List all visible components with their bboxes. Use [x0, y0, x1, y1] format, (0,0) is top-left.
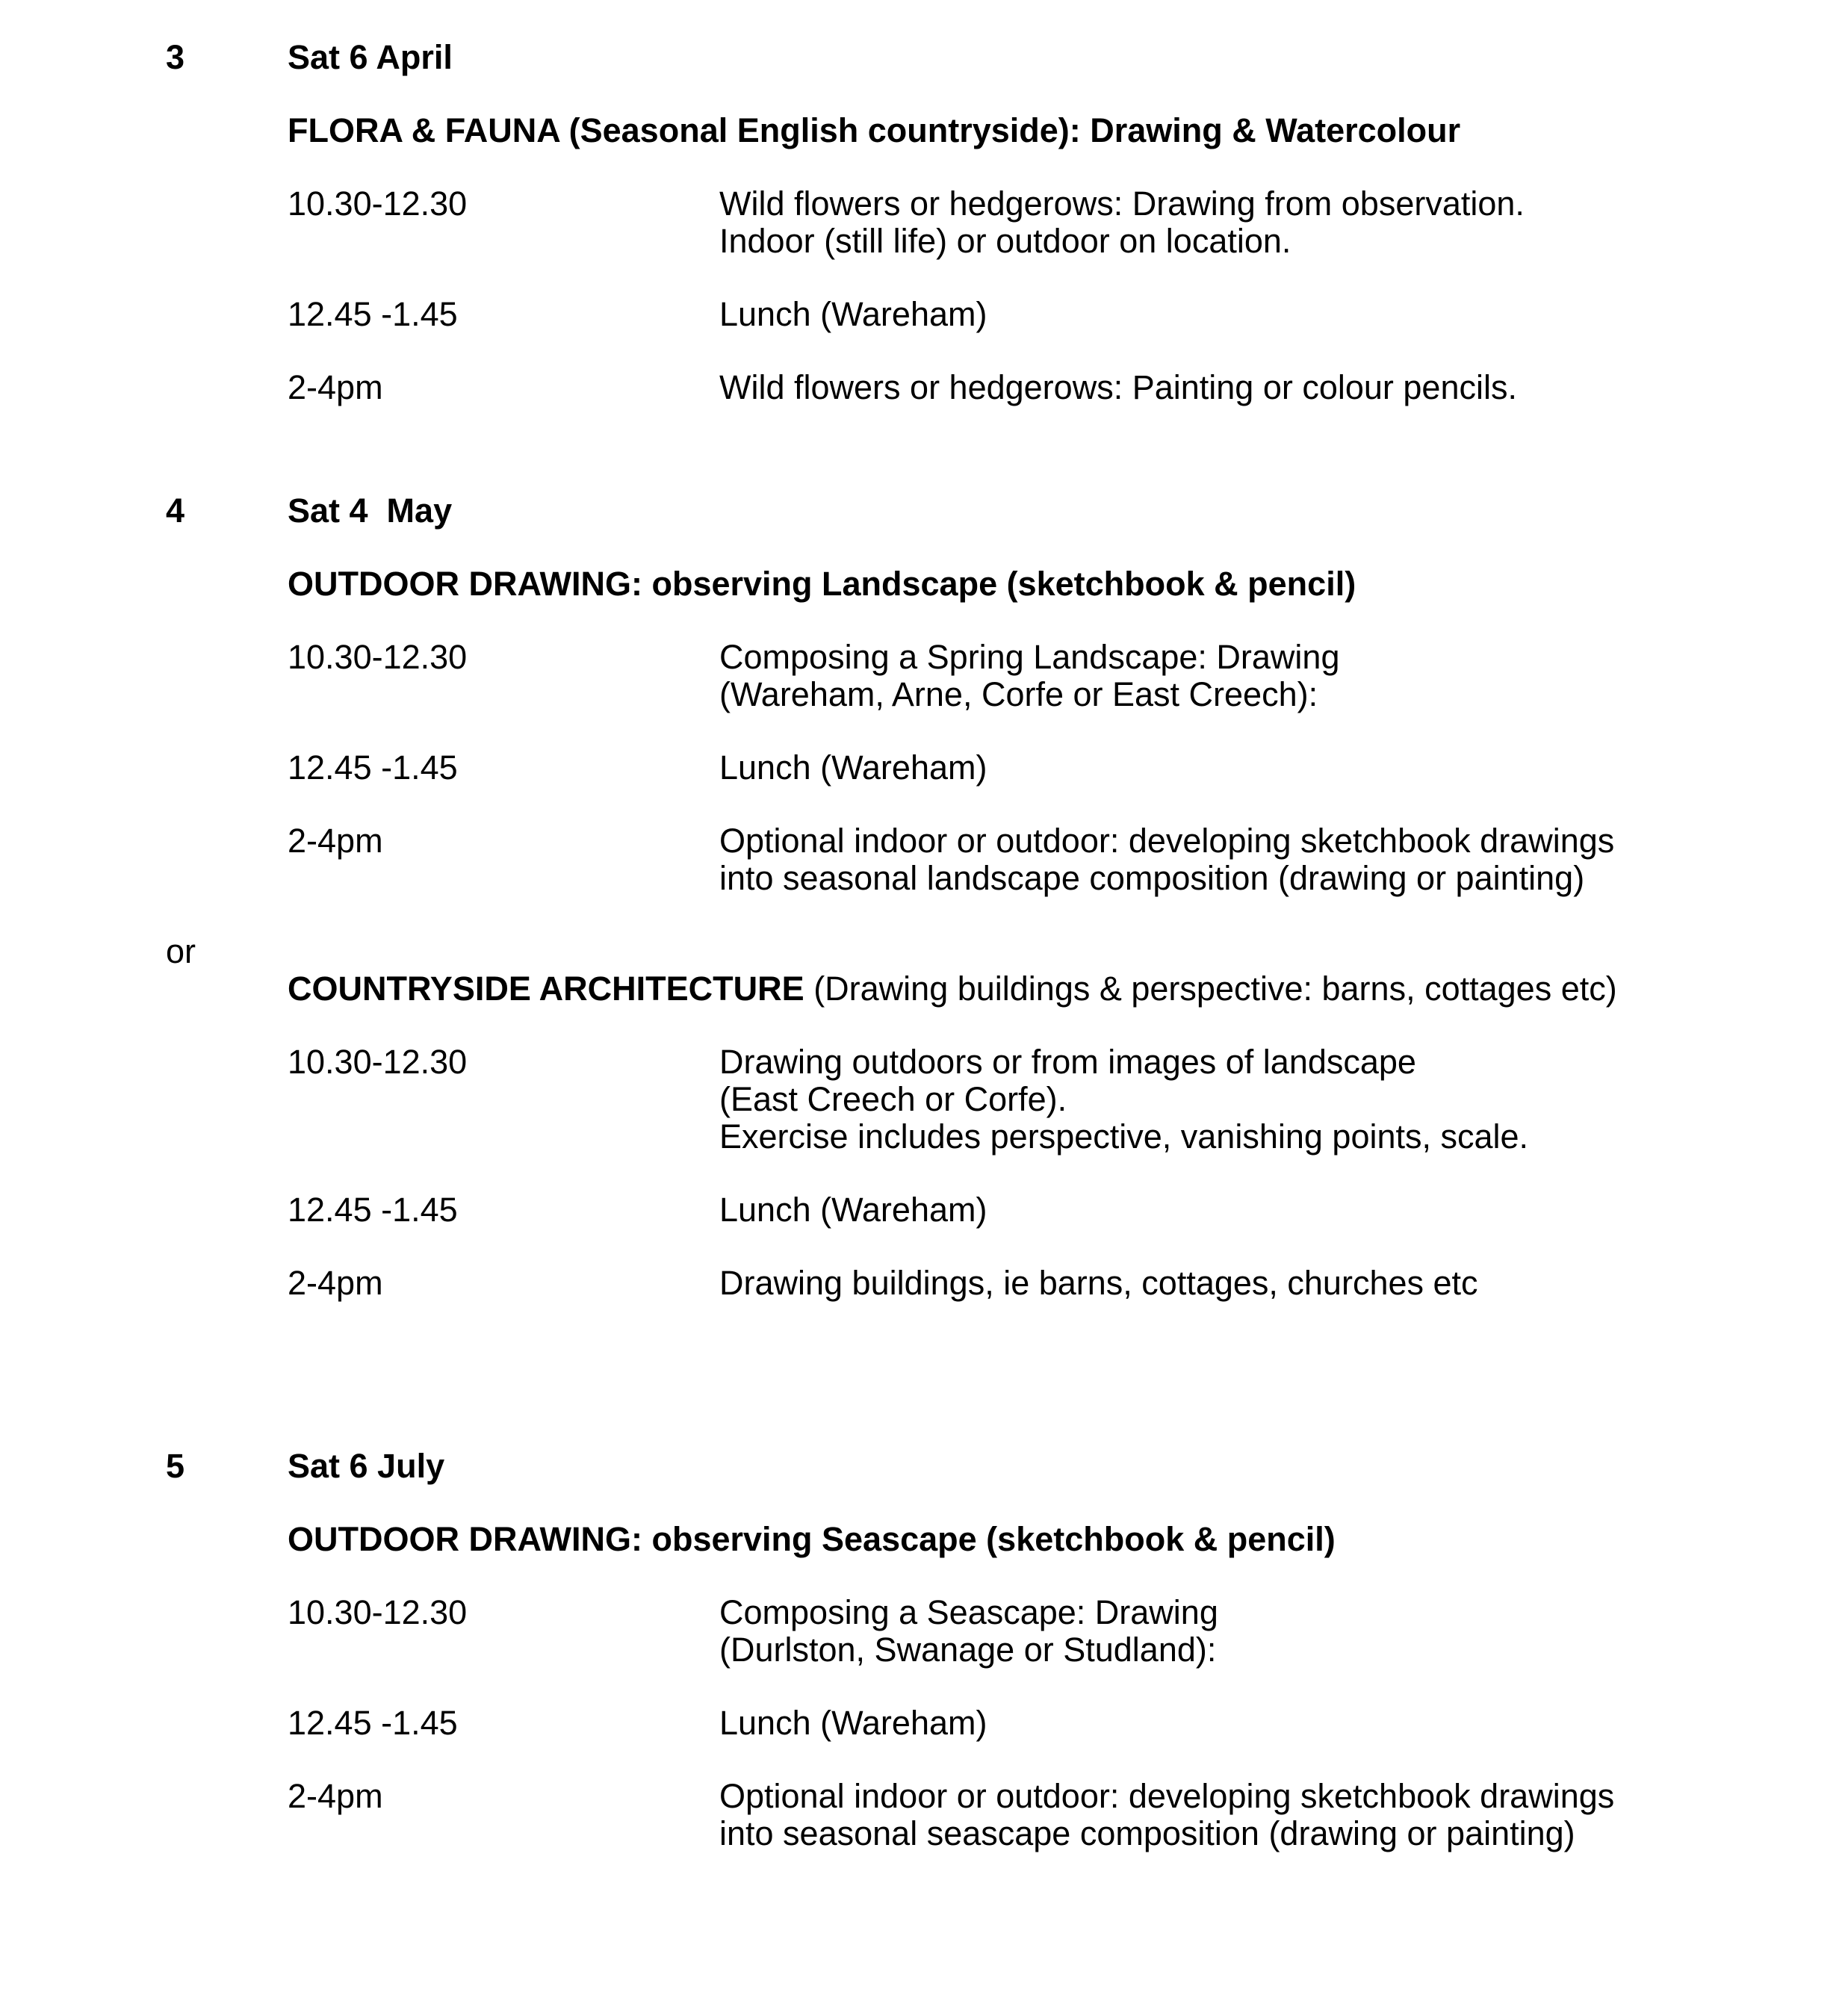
description-line: Optional indoor or outdoor: developing sketchbook drawings	[719, 822, 1615, 860]
description-line: Composing a Spring Landscape: Drawing	[719, 638, 1340, 676]
session-number: 5	[166, 1447, 185, 1485]
session-date: Sat 6 April	[288, 38, 453, 76]
description-line: Wild flowers or hedgerows: Painting or colour pencils.	[719, 368, 1517, 406]
option-title-bold: FLORA & FAUNA (Seasonal English countryside): Drawing & Watercolour	[288, 111, 1461, 149]
option-title-normal: (Drawing buildings & perspective: barns, cottages etc)	[804, 970, 1617, 1008]
description-line: Drawing buildings, ie barns, cottages, churches etc	[719, 1264, 1478, 1302]
schedule-row	[166, 822, 1797, 897]
description-line: Lunch (Wareham)	[719, 1191, 987, 1229]
description-cell	[719, 639, 1797, 713]
description-line: (Durlston, Swanage or Studland):	[719, 1631, 1217, 1669]
session-number: 4	[166, 491, 185, 530]
session-3	[166, 39, 1797, 406]
session-5	[166, 1448, 1797, 1852]
description-cell	[719, 822, 1797, 897]
description-line: Optional indoor or outdoor: developing sketchbook drawings	[719, 1777, 1615, 1815]
description-line: into seasonal landscape composition (drawing or painting)	[719, 859, 1585, 897]
option-title-bold: OUTDOOR DRAWING: observing Landscape (sketchbook & pencil)	[288, 565, 1356, 603]
session-4-header	[166, 492, 1797, 530]
description-cell	[719, 1594, 1797, 1669]
description-line: Lunch (Wareham)	[719, 295, 987, 333]
description-cell	[719, 1191, 1797, 1229]
time-cell: 2-4pm	[288, 1777, 383, 1815]
time-cell: 10.30-12.30	[288, 638, 468, 676]
option-title	[166, 1521, 1797, 1558]
description-cell	[719, 1265, 1797, 1302]
session-date: Sat 4 May	[288, 491, 453, 530]
time-cell: 12.45 -1.45	[288, 1191, 458, 1229]
description-line: into seasonal seascape composition (drawing or painting)	[719, 1814, 1575, 1852]
description-line: Lunch (Wareham)	[719, 1704, 987, 1742]
option-title	[166, 565, 1797, 603]
session-5-header	[166, 1448, 1797, 1485]
time-cell: 12.45 -1.45	[288, 1704, 458, 1742]
schedule-row	[166, 749, 1797, 787]
session-number: 3	[166, 38, 185, 76]
schedule-row	[166, 1778, 1797, 1852]
time-cell: 10.30-12.30	[288, 1043, 468, 1081]
session-date: Sat 6 July	[288, 1447, 445, 1485]
description-line: Lunch (Wareham)	[719, 748, 987, 787]
time-cell: 12.45 -1.45	[288, 295, 458, 333]
or-connector: or	[166, 932, 196, 970]
option-title	[166, 970, 1797, 1008]
schedule-row	[166, 639, 1797, 713]
description-line: Composing a Seascape: Drawing	[719, 1593, 1218, 1631]
description-line: Drawing outdoors or from images of landscape	[719, 1043, 1416, 1081]
description-cell	[719, 749, 1797, 787]
option-title-bold: COUNTRYSIDE ARCHITECTURE	[288, 970, 804, 1008]
description-line: (East Creech or Corfe).	[719, 1080, 1067, 1118]
schedule-row	[166, 185, 1797, 260]
description-line: (Wareham, Arne, Corfe or East Creech):	[719, 675, 1318, 713]
description-cell	[719, 296, 1797, 333]
option-title	[166, 112, 1797, 149]
option-title-bold: OUTDOOR DRAWING: observing Seascape (sketchbook & pencil)	[288, 1520, 1336, 1558]
schedule-row	[166, 1705, 1797, 1742]
time-cell: 2-4pm	[288, 368, 383, 406]
session-3-header	[166, 39, 1797, 76]
schedule-row	[166, 1265, 1797, 1302]
schedule-row	[166, 369, 1797, 406]
time-cell: 10.30-12.30	[288, 184, 468, 223]
time-cell: 2-4pm	[288, 1264, 383, 1302]
description-cell	[719, 369, 1797, 406]
description-cell	[719, 1043, 1797, 1156]
session-4	[166, 492, 1797, 1302]
schedule-row	[166, 1594, 1797, 1669]
description-cell	[719, 1778, 1797, 1852]
schedule-row	[166, 296, 1797, 333]
time-cell: 2-4pm	[288, 822, 383, 860]
schedule-row	[166, 1043, 1797, 1156]
time-cell: 10.30-12.30	[288, 1593, 468, 1631]
description-line: Indoor (still life) or outdoor on location.	[719, 222, 1291, 260]
description-cell	[719, 185, 1797, 260]
schedule-row	[166, 1191, 1797, 1229]
description-line: Exercise includes perspective, vanishing points, scale.	[719, 1117, 1529, 1156]
time-cell: 12.45 -1.45	[288, 748, 458, 787]
description-cell	[719, 1705, 1797, 1742]
description-line: Wild flowers or hedgerows: Drawing from observation.	[719, 184, 1525, 223]
